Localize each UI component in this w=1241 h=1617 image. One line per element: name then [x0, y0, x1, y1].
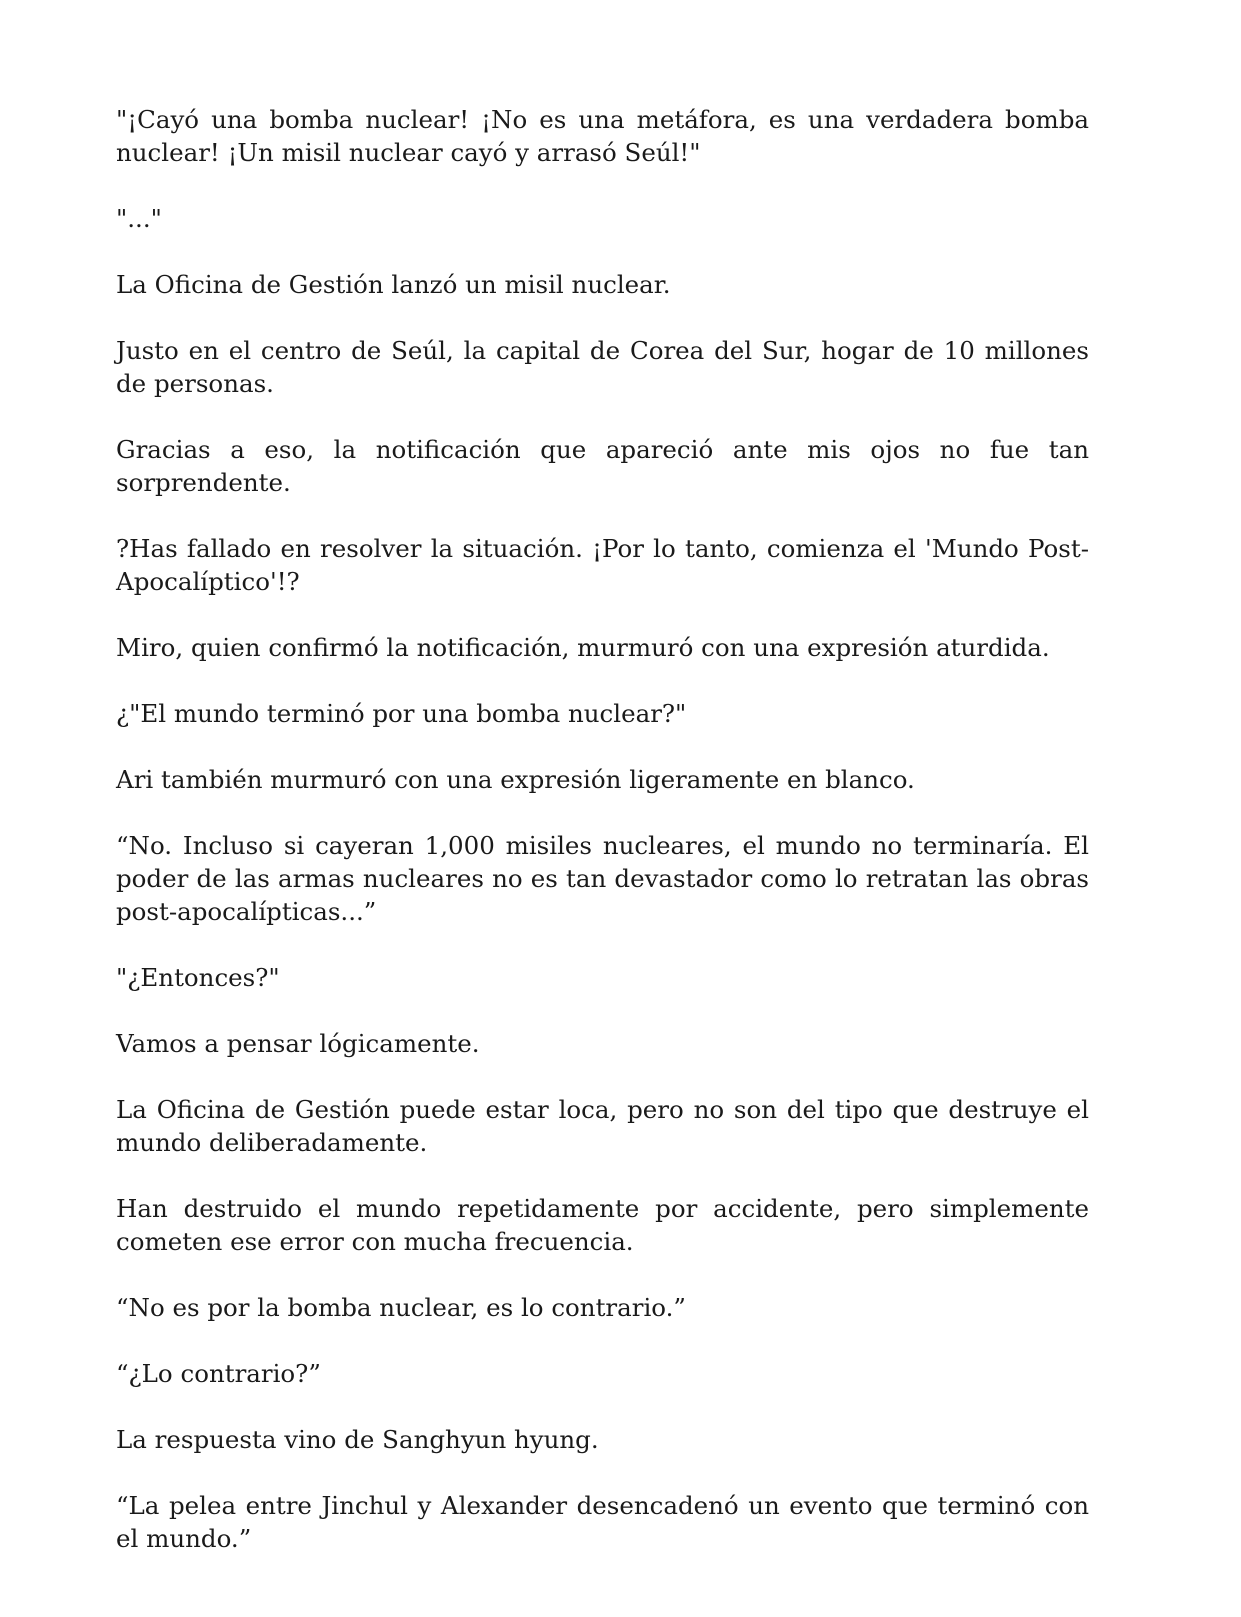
- paragraph-10: “No. Incluso si cayeran 1,000 misiles nucleares, el mundo no terminaría. El poder de las armas nucleares no es tan devastador como lo retratan las obras post-apocalípticas...”: [116, 831, 1089, 926]
- paragraph-5: Gracias a eso, la notificación que apareció ante mis ojos no fue tan sorprendente.: [116, 435, 1089, 497]
- paragraph-1: "¡Cayó una bomba nuclear! ¡No es una metáfora, es una verdadera bomba nuclear! ¡Un misil nuclear cayó y arrasó Seúl!": [116, 105, 1089, 167]
- paragraph-17: La respuesta vino de Sanghyun hyung.: [116, 1425, 599, 1454]
- document-body: [116, 103, 1089, 1588]
- paragraph-12: Vamos a pensar lógicamente.: [116, 1029, 480, 1058]
- paragraph-7: Miro, quien confirmó la notificación, murmuró con una expresión aturdida.: [116, 633, 1050, 662]
- paragraph-18: “La pelea entre Jinchul y Alexander desencadenó un evento que terminó con el mundo.”: [116, 1491, 1089, 1553]
- paragraph-16: “¿Lo contrario?”: [116, 1359, 321, 1388]
- paragraph-14: Han destruido el mundo repetidamente por accidente, pero simplemente cometen ese error con mucha frecuencia.: [116, 1194, 1089, 1256]
- paragraph-9: Ari también murmuró con una expresión ligeramente en blanco.: [116, 765, 915, 794]
- paragraph-8: ¿"El mundo terminó por una bomba nuclear?": [116, 699, 687, 728]
- paragraph-11: "¿Entonces?": [116, 963, 280, 992]
- paragraph-3: La Oficina de Gestión lanzó un misil nuclear.: [116, 270, 671, 299]
- paragraph-2: "...": [116, 204, 162, 233]
- paragraph-13: La Oficina de Gestión puede estar loca, pero no son del tipo que destruye el mundo deliberadamente.: [116, 1095, 1089, 1157]
- paragraph-6: ?Has fallado en resolver la situación. ¡Por lo tanto, comienza el 'Mundo Post-Apocalíptico'!?: [116, 534, 1089, 596]
- paragraph-4: Justo en el centro de Seúl, la capital de Corea del Sur, hogar de 10 millones de personas.: [116, 336, 1089, 398]
- paragraph-15: “No es por la bomba nuclear, es lo contrario.”: [116, 1293, 686, 1322]
